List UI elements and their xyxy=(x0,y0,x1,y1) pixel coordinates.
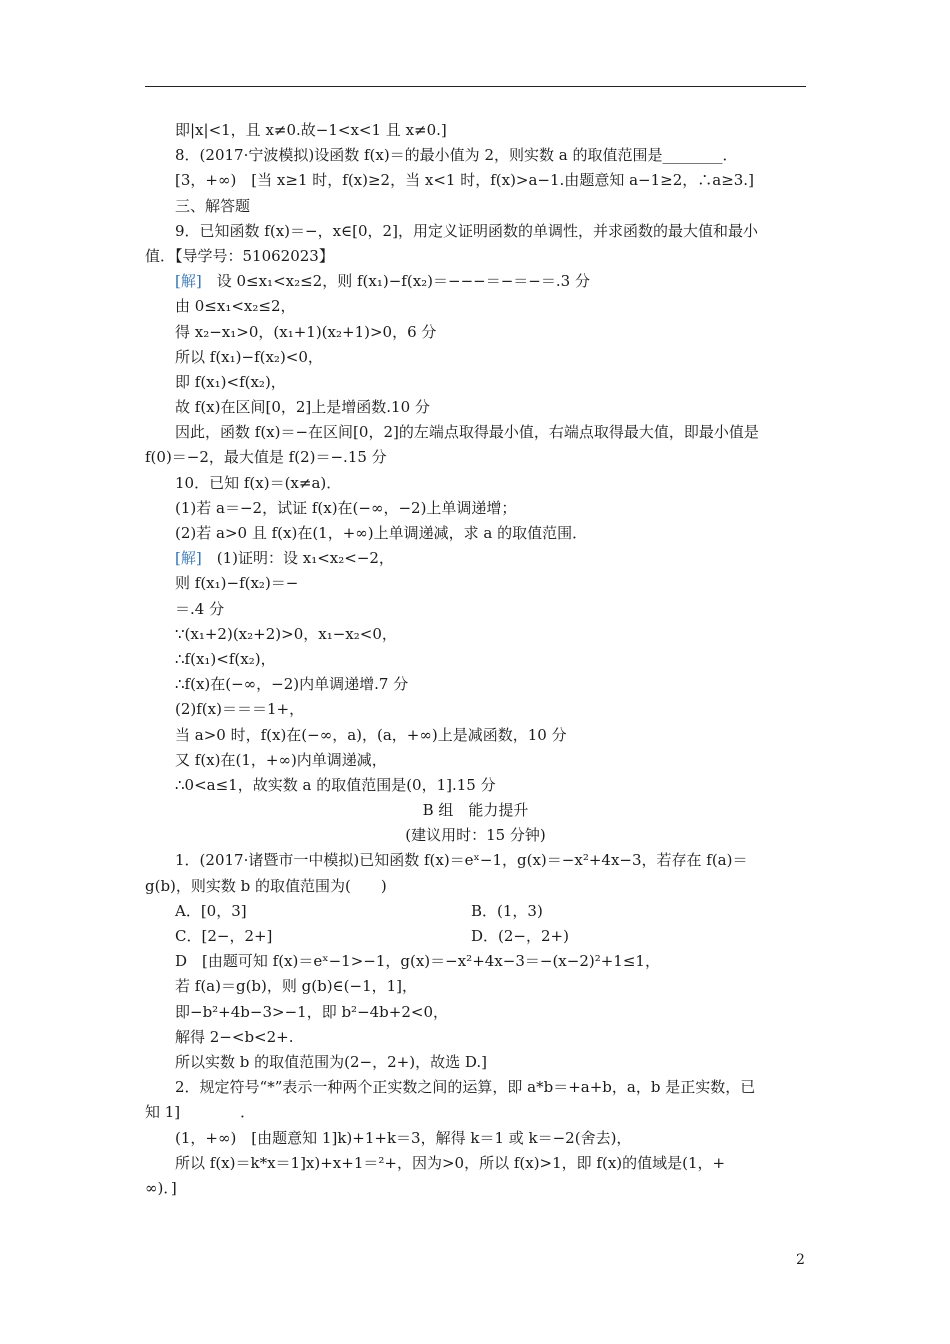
solution-tag: [解] xyxy=(175,549,202,568)
text-line: 又 f(x)在(1，+∞)内单调递减， xyxy=(175,750,387,769)
solution-10-start xyxy=(145,546,806,571)
header-rule xyxy=(145,86,806,87)
text-line: g(b)，则实数 b 的取值范围为( ) xyxy=(145,876,387,895)
text-line: 若 f(a)＝g(b)，则 g(b)∈(−1，1]， xyxy=(175,977,418,996)
text-line: 即 f(x₁)<f(x₂)， xyxy=(175,372,286,391)
option-a: A．[0，3] xyxy=(175,901,247,920)
text-span: (1)证明：设 x₁<x₂<−2， xyxy=(201,549,394,568)
text-line: f(0)＝−2，最大值是 f(2)＝−.15 分 xyxy=(145,448,387,467)
page-number: 2 xyxy=(796,1252,805,1268)
text-line: ∴0<a≤1，故实数 a 的取值范围是(0，1].15 分 xyxy=(175,775,496,794)
section-b-title: B 组 能力提升 xyxy=(422,801,529,820)
text-line: 所以 f(x)＝k*x＝1]x)+x+1＝²+，因为>0，所以 f(x)>1，即 f(x)的值域是(1，+ xyxy=(175,1153,726,1172)
text-line: 即−b²+4b−3>−1，即 b²−4b+2<0， xyxy=(175,1002,449,1021)
text-line: 则 f(x₁)−f(x₂)＝− xyxy=(175,574,299,593)
option-d: D．(2−，2+) xyxy=(471,927,569,945)
options-row-2 xyxy=(145,924,806,949)
page-content xyxy=(145,118,806,1201)
text-line: 当 a>0 时，f(x)在(−∞，a)，(a，+∞)上是减函数，10 分 xyxy=(175,725,567,744)
text-line: ∴f(x)在(−∞，−2)内单调递增.7 分 xyxy=(175,675,409,694)
text-line: ∞)．] xyxy=(145,1178,177,1197)
text-line: 即|x|<1，且 x≠0.故−1<x<1 且 x≠0.] xyxy=(175,121,447,139)
solution-9-start xyxy=(145,269,806,294)
text-line: (1)若 a＝−2，试证 f(x)在(−∞，−2)上单调递增； xyxy=(175,498,517,517)
solution-tag: [解] xyxy=(175,272,202,291)
question-10: 10．已知 f(x)＝(x≠a)． xyxy=(175,473,342,492)
question-b2: 2．规定符号“*”表示一种两个正实数之间的运算，即 a*b＝+a+b，a，b 是正实数，已 xyxy=(175,1078,756,1097)
option-b: B．(1，3) xyxy=(471,901,543,920)
options-row-1 xyxy=(145,899,806,924)
text-line: 值．【导学号：51062023】 xyxy=(145,246,334,265)
question-b1: 1．(2017·诸暨市一中模拟)已知函数 f(x)＝eˣ−1，g(x)＝−x²+4x−3，若存在 f(a)＝ xyxy=(175,851,748,870)
option-c: C．[2−，2+] xyxy=(175,927,273,945)
question-8: 8．(2017·宁波模拟)设函数 f(x)＝的最小值为 2，则实数 a 的取值范围是________． xyxy=(175,146,738,165)
answer-b1: D [由题可知 f(x)＝eˣ−1>−1，g(x)＝−x²+4x−3＝−(x−2)²+1≤1， xyxy=(175,952,660,971)
question-9: 9．已知函数 f(x)＝−，x∈[0，2]，用定义证明函数的单调性，并求函数的最大值和最小 xyxy=(175,221,758,240)
text-line: 所以实数 b 的取值范围为(2−，2+)，故选 D.] xyxy=(175,1052,487,1071)
text-line: ＝.4 分 xyxy=(175,599,225,618)
text-line: 因此，函数 f(x)＝−在区间[0，2]的左端点取得最小值，右端点取得最大值，即最小值是 xyxy=(175,423,759,442)
section-heading: 三、解答题 xyxy=(175,196,251,215)
text-line: 知 1] ． xyxy=(145,1103,256,1122)
text-span: 设 0≤x₁<x₂≤2，则 f(x₁)−f(x₂)＝−−−＝−＝−＝.3 分 xyxy=(201,272,590,291)
section-b-subtitle: (建议用时：15 分钟) xyxy=(405,826,546,845)
text-line: ∵(x₁+2)(x₂+2)>0，x₁−x₂<0， xyxy=(175,624,397,643)
text-line: 故 f(x)在区间[0，2]上是增函数.10 分 xyxy=(175,398,430,417)
text-line: 由 0≤x₁<x₂≤2， xyxy=(175,297,296,316)
answer-8: [3，+∞) [当 x≥1 时，f(x)≥2，当 x<1 时，f(x)>a−1.由题意知 a−1≥2，∴a≥3.] xyxy=(175,171,754,190)
text-line: ∴f(x₁)<f(x₂)， xyxy=(175,649,276,668)
text-line: 所以 f(x₁)−f(x₂)<0， xyxy=(175,347,323,366)
text-line: 得 x₂−x₁>0，(x₁+1)(x₂+1)>0，6 分 xyxy=(175,322,437,341)
text-line: (2)f(x)＝＝＝1+， xyxy=(175,700,305,719)
text-line: 解得 2−<b<2+. xyxy=(175,1027,294,1046)
answer-b2: (1，+∞) [由题意知 1]k)+1+k＝3，解得 k＝1 或 k＝−2(舍去)， xyxy=(175,1128,632,1147)
text-line: (2)若 a>0 且 f(x)在(1，+∞)上单调递减，求 a 的取值范围． xyxy=(175,524,588,542)
